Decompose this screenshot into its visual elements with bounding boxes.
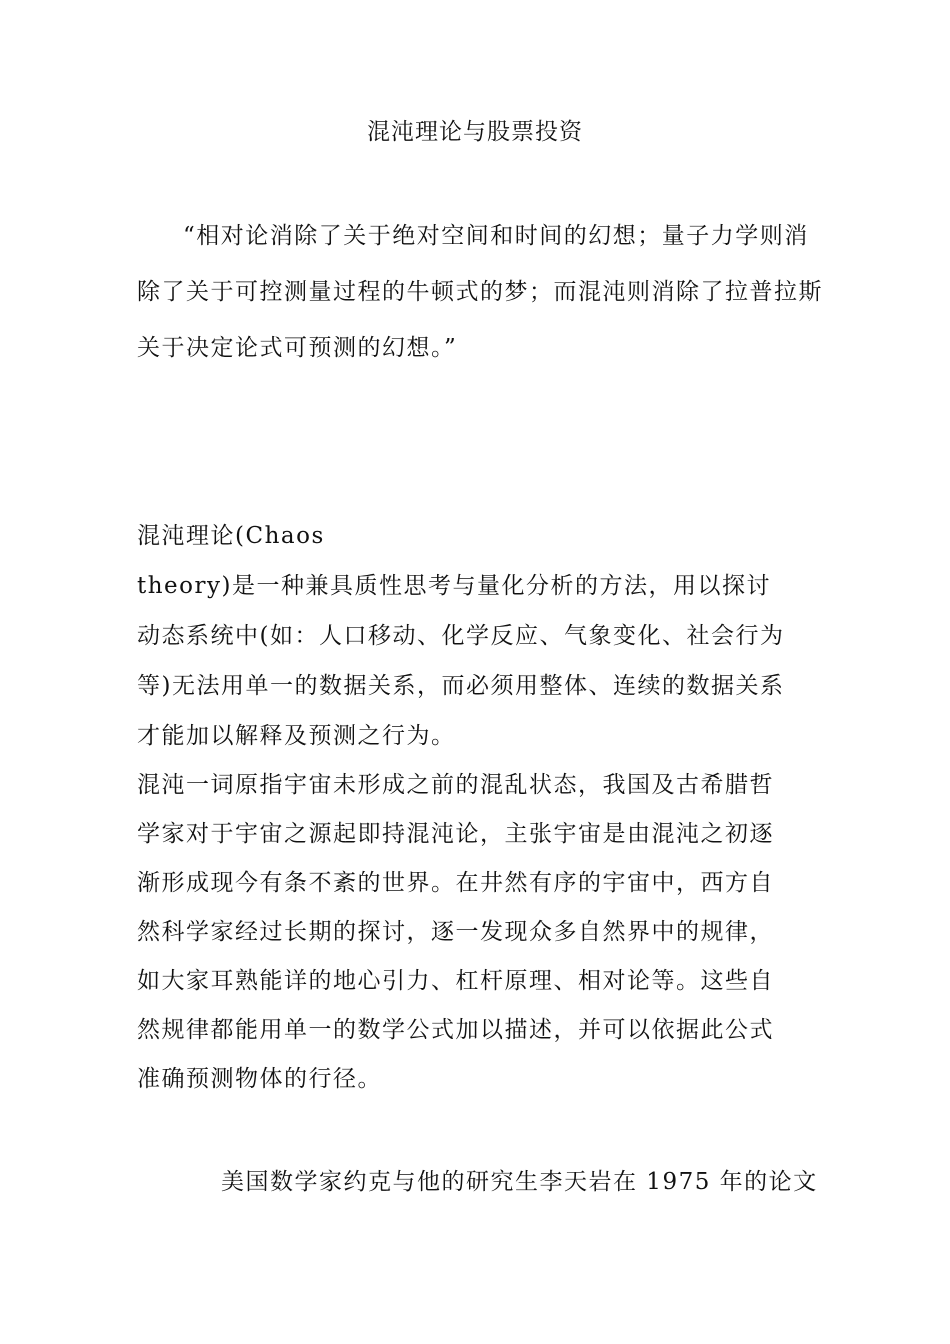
paragraph-line: 混沌一词原指宇宙未形成之前的混乱状态，我国及古希腊哲 <box>137 772 774 798</box>
document-title: 混沌理论与股票投资 <box>367 119 583 145</box>
paragraph-line: 然规律都能用单一的数学公式加以描述，并可以依据此公式 <box>137 1017 774 1043</box>
paragraph-line: 等)无法用单一的数据关系，而必须用整体、连续的数据关系 <box>137 673 785 699</box>
paragraph-line: 然科学家经过长期的探讨，逐一发现众多自然界中的规律， <box>137 919 774 945</box>
paragraph-line: 动态系统中(如：人口移动、化学反应、气象变化、社会行为 <box>137 623 785 649</box>
definition-paragraph <box>137 511 823 761</box>
history-paragraph <box>137 761 823 1104</box>
paragraph-line: theory)是一种兼具质性思考与量化分析的方法，用以探讨 <box>137 573 771 599</box>
paragraph-line: 准确预测物体的行径。 <box>137 1066 382 1092</box>
paragraph-line: 才能加以解释及预测之行为。 <box>137 723 456 749</box>
paragraph-line: 如大家耳熟能详的地心引力、杠杆原理、相对论等。这些自 <box>137 968 774 994</box>
paragraph-line: 混沌理论(Chaos <box>137 523 325 549</box>
paragraph-line: 渐形成现今有条不紊的世界。在井然有序的宇宙中，西方自 <box>137 870 774 896</box>
epigraph-quote: “相对论消除了关于绝对空间和时间的幻想；量子力学则消除了关于可控测量过程的牛顿式的梦；而混沌则消除了拉普拉斯关于决定论式可预测的幻想。” <box>137 223 823 361</box>
last-paragraph: 美国数学家约克与他的研究生李天岩在 1975 年的论文 <box>221 1169 818 1195</box>
paragraph-line: 学家对于宇宙之源起即持混沌论，主张宇宙是由混沌之初逐 <box>137 821 774 847</box>
